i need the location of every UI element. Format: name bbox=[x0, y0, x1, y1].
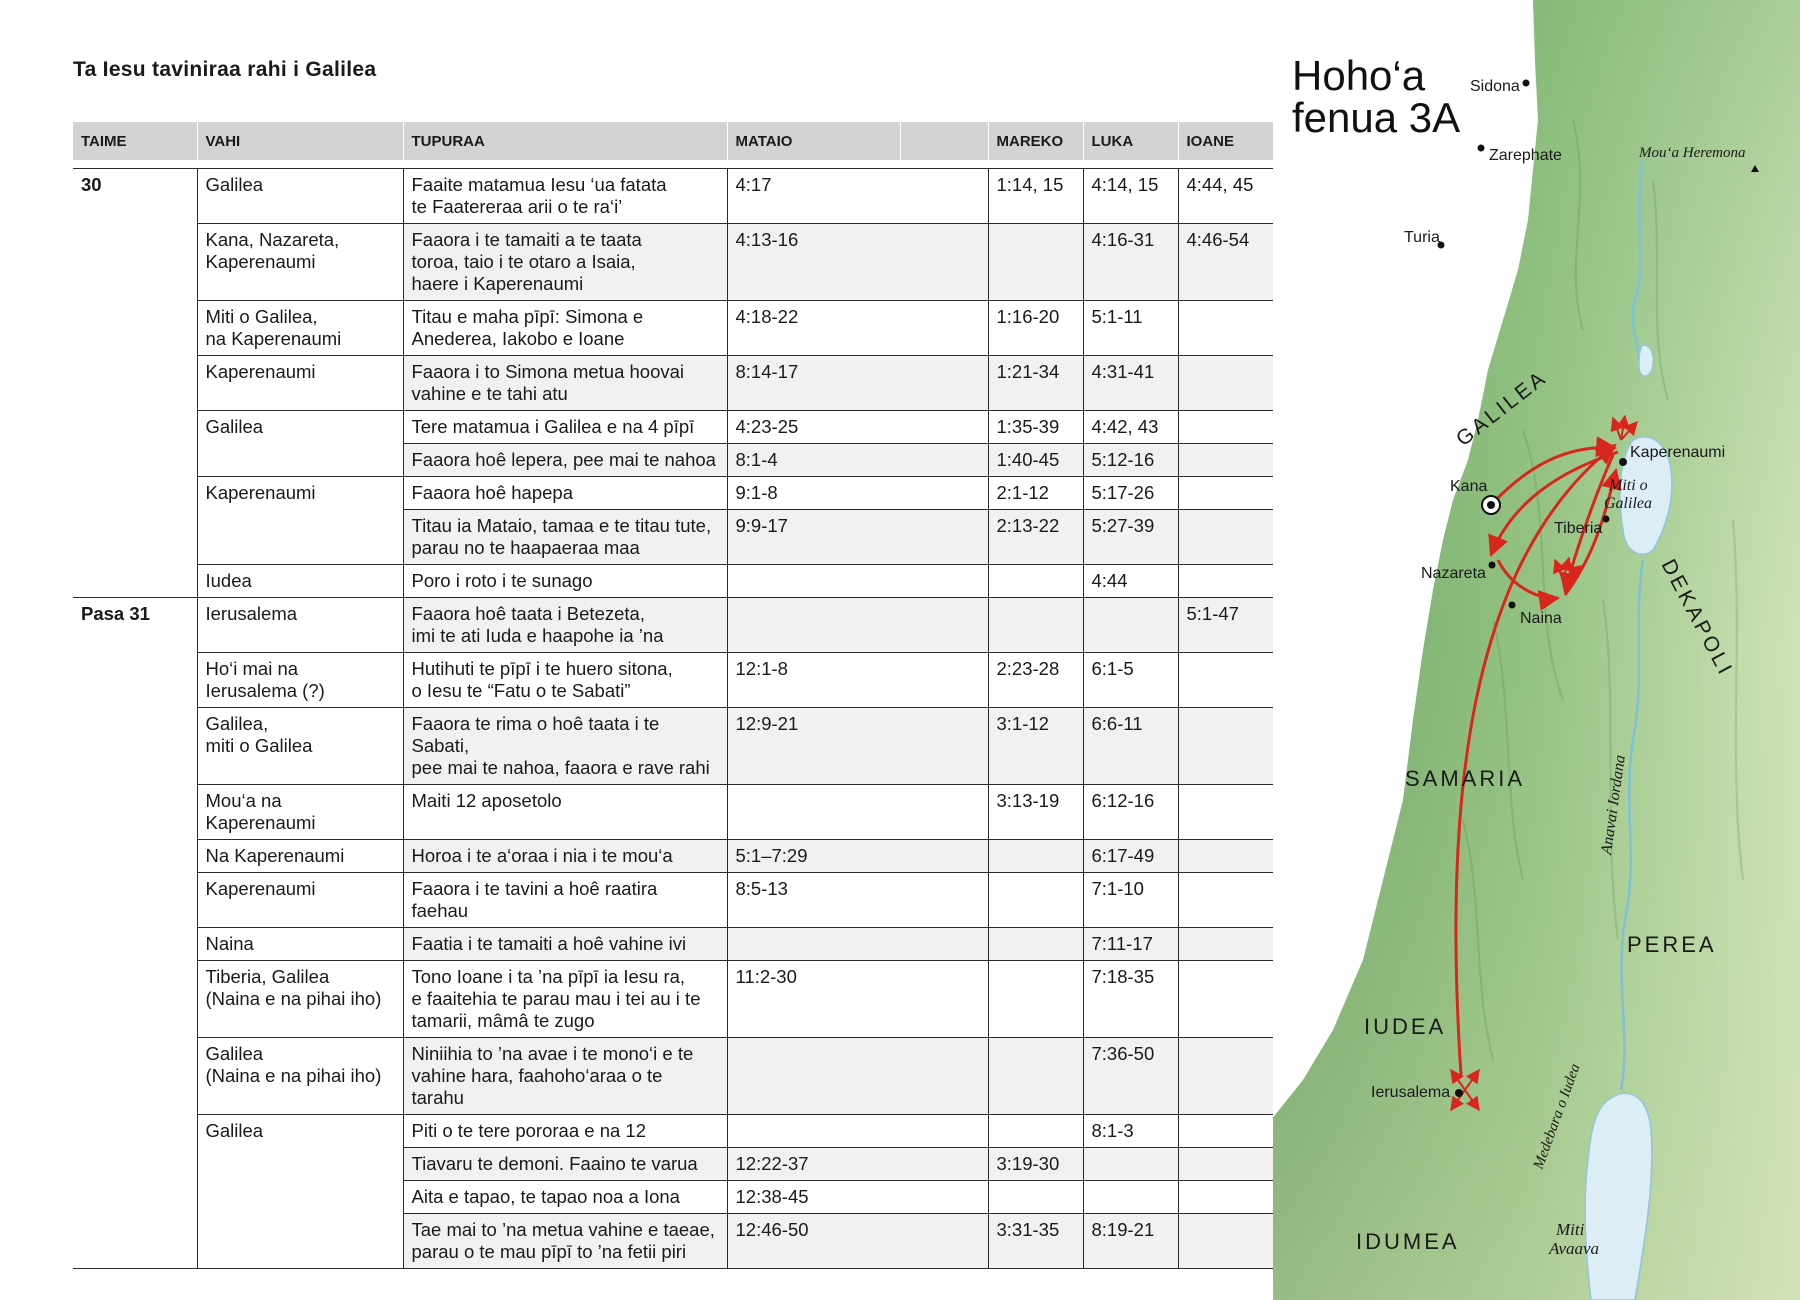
naina-marker bbox=[1509, 602, 1516, 609]
time-cell bbox=[73, 477, 197, 510]
label-perea: PEREA bbox=[1627, 932, 1717, 957]
event-cell: Hutihuti te pīpī i te huero sitona, o Iesu te “Fatu o te Sabati” bbox=[403, 653, 727, 708]
time-cell bbox=[73, 510, 197, 565]
time-cell bbox=[73, 565, 197, 598]
mareko-cell: 3:19-30 bbox=[988, 1148, 1083, 1181]
time-cell bbox=[73, 356, 197, 411]
table-row bbox=[73, 444, 1273, 477]
mataio-cell: 8:1-4 bbox=[727, 444, 900, 477]
time-cell bbox=[73, 224, 197, 301]
time-cell bbox=[73, 840, 197, 873]
spacer-cell bbox=[900, 653, 988, 708]
luka-cell: 7:36-50 bbox=[1083, 1038, 1178, 1115]
event-cell: Titau e maha pīpī: Simona e Anederea, Iakobo e Ioane bbox=[403, 301, 727, 356]
col-luka: LUKA bbox=[1083, 122, 1178, 160]
luka-cell: 7:18-35 bbox=[1083, 961, 1178, 1038]
table-row bbox=[73, 169, 1273, 224]
place-cell: Tiberia, Galilea (Naina e na pihai iho) bbox=[197, 961, 403, 1038]
ioane-cell bbox=[1178, 653, 1273, 708]
label-miti-avaava-2: Avaava bbox=[1549, 1239, 1600, 1258]
table-row bbox=[73, 477, 1273, 510]
mataio-cell bbox=[727, 1038, 900, 1115]
event-cell: Piti o te tere pororaa e na 12 bbox=[403, 1115, 727, 1148]
table-row bbox=[73, 873, 1273, 928]
mareko-cell bbox=[988, 961, 1083, 1038]
spacer-cell bbox=[900, 840, 988, 873]
mareko-cell bbox=[988, 565, 1083, 598]
event-cell: Aita e tapao, te tapao noa a Iona bbox=[403, 1181, 727, 1214]
time-cell bbox=[73, 1038, 197, 1115]
kana-marker bbox=[1482, 496, 1500, 514]
event-cell: Poro i roto i te sunago bbox=[403, 565, 727, 598]
page-title: Ta Iesu taviniraa rahi i Galilea bbox=[73, 58, 377, 81]
place-cell bbox=[197, 1214, 403, 1269]
label-miti-galilea-2: Galilea bbox=[1604, 495, 1652, 512]
ierusalema-marker bbox=[1455, 1089, 1463, 1097]
table-body bbox=[73, 160, 1273, 1269]
place-cell: Kaperenaumi bbox=[197, 477, 403, 510]
zarephate-marker bbox=[1478, 145, 1485, 152]
col-spacer bbox=[900, 122, 988, 160]
event-cell: Faaora hoê taata i Betezeta, imi te ati Iuda e haapohe ia ’na bbox=[403, 598, 727, 653]
mareko-cell: 1:21-34 bbox=[988, 356, 1083, 411]
mareko-cell bbox=[988, 1181, 1083, 1214]
luka-cell: 8:19-21 bbox=[1083, 1214, 1178, 1269]
label-naina: Naina bbox=[1520, 610, 1562, 627]
spacer-cell bbox=[900, 873, 988, 928]
table-header bbox=[73, 122, 1273, 160]
event-cell: Faaite matamua Iesu ‘ua fatata te Faatereraa arii o te ra‘i’ bbox=[403, 169, 727, 224]
event-cell: Niniihia to ’na avae i te mono‘i e te vahine hara, faahoho‘araa o te tarahu bbox=[403, 1038, 727, 1115]
luka-cell bbox=[1083, 598, 1178, 653]
event-cell: Horoa i te a‘oraa i nia i te mou‘a bbox=[403, 840, 727, 873]
mataio-cell: 11:2-30 bbox=[727, 961, 900, 1038]
label-heremona: Mou‘a Heremona bbox=[1639, 145, 1746, 161]
event-cell: Tere matamua i Galilea e na 4 pīpī bbox=[403, 411, 727, 444]
ioane-cell bbox=[1178, 411, 1273, 444]
ioane-cell bbox=[1178, 1214, 1273, 1269]
time-cell bbox=[73, 301, 197, 356]
label-galilea: GALILEA bbox=[1451, 365, 1552, 451]
mareko-cell bbox=[988, 598, 1083, 653]
mareko-cell: 1:35-39 bbox=[988, 411, 1083, 444]
label-sidona: Sidona bbox=[1470, 78, 1520, 95]
place-cell: Galilea bbox=[197, 1115, 403, 1148]
mataio-cell: 12:46-50 bbox=[727, 1214, 900, 1269]
mareko-cell bbox=[988, 928, 1083, 961]
ioane-cell bbox=[1178, 1038, 1273, 1115]
time-cell bbox=[73, 444, 197, 477]
mataio-cell: 9:1-8 bbox=[727, 477, 900, 510]
event-cell: Faaora i to Simona metua hoovai vahine e te tahi atu bbox=[403, 356, 727, 411]
map-title-line2: fenua 3A bbox=[1292, 94, 1461, 141]
ioane-cell: 4:44, 45 bbox=[1178, 169, 1273, 224]
place-cell: Ierusalema bbox=[197, 598, 403, 653]
nazareta-marker bbox=[1489, 562, 1496, 569]
place-cell bbox=[197, 1148, 403, 1181]
spacer-cell bbox=[900, 1038, 988, 1115]
event-cell: Faaora hoê lepera, pee mai te nahoa bbox=[403, 444, 727, 477]
luka-cell: 6:6-11 bbox=[1083, 708, 1178, 785]
lake-hula bbox=[1639, 345, 1653, 376]
ioane-cell bbox=[1178, 1115, 1273, 1148]
time-cell: 30 bbox=[73, 169, 197, 224]
ioane-cell bbox=[1178, 928, 1273, 961]
table-row bbox=[73, 1038, 1273, 1115]
col-mataio: MATAIO bbox=[727, 122, 900, 160]
spacer-cell bbox=[900, 1181, 988, 1214]
mataio-cell: 12:1-8 bbox=[727, 653, 900, 708]
table-row bbox=[73, 224, 1273, 301]
ioane-cell bbox=[1178, 1181, 1273, 1214]
mareko-cell: 2:13-22 bbox=[988, 510, 1083, 565]
label-ierusalema: Ierusalema bbox=[1371, 1084, 1451, 1101]
event-cell: Maiti 12 aposetolo bbox=[403, 785, 727, 840]
luka-cell bbox=[1083, 1148, 1178, 1181]
place-cell: Kana, Nazareta, Kaperenaumi bbox=[197, 224, 403, 301]
time-cell bbox=[73, 873, 197, 928]
table-row bbox=[73, 653, 1273, 708]
mareko-cell bbox=[988, 1115, 1083, 1148]
mataio-cell: 12:9-21 bbox=[727, 708, 900, 785]
table-row bbox=[73, 356, 1273, 411]
ioane-cell bbox=[1178, 1148, 1273, 1181]
time-cell bbox=[73, 785, 197, 840]
table-row bbox=[73, 1214, 1273, 1269]
mataio-cell: 12:38-45 bbox=[727, 1181, 900, 1214]
kaperenaumi-marker bbox=[1619, 458, 1627, 466]
event-cell: Tono Ioane i ta ’na pīpī ia Iesu ra, e faaitehia te parau mau i tei au i te tamarii, mâmâ te zugo bbox=[403, 961, 727, 1038]
mataio-cell bbox=[727, 928, 900, 961]
mataio-cell: 5:1–7:29 bbox=[727, 840, 900, 873]
time-cell bbox=[73, 961, 197, 1038]
table-row bbox=[73, 961, 1273, 1038]
mataio-cell: 4:17 bbox=[727, 169, 900, 224]
table-row bbox=[73, 708, 1273, 785]
mataio-cell bbox=[727, 785, 900, 840]
place-cell: Kaperenaumi bbox=[197, 873, 403, 928]
time-cell bbox=[73, 1115, 197, 1148]
events-table bbox=[73, 122, 1273, 1269]
time-cell bbox=[73, 1214, 197, 1269]
event-cell: Faaora te rima o hoê taata i te Sabati, pee mai te nahoa, faaora e rave rahi bbox=[403, 708, 727, 785]
luka-cell: 7:1-10 bbox=[1083, 873, 1178, 928]
spacer-cell bbox=[900, 785, 988, 840]
luka-cell: 5:12-16 bbox=[1083, 444, 1178, 477]
spacer-cell bbox=[900, 565, 988, 598]
luka-cell: 4:42, 43 bbox=[1083, 411, 1178, 444]
mataio-cell: 8:14-17 bbox=[727, 356, 900, 411]
spacer-cell bbox=[900, 1148, 988, 1181]
table-row bbox=[73, 1115, 1273, 1148]
table-row bbox=[73, 928, 1273, 961]
mataio-cell: 4:23-25 bbox=[727, 411, 900, 444]
ioane-cell bbox=[1178, 708, 1273, 785]
label-miti-galilea-1: Miti o bbox=[1609, 477, 1648, 494]
table-row bbox=[73, 598, 1273, 653]
spacer-cell bbox=[900, 708, 988, 785]
spacer-cell bbox=[900, 444, 988, 477]
ioane-cell: 4:46-54 bbox=[1178, 224, 1273, 301]
ioane-cell bbox=[1178, 840, 1273, 873]
tiberia-marker bbox=[1603, 516, 1610, 523]
ioane-cell bbox=[1178, 444, 1273, 477]
label-dekapoli: DEKAPOLI bbox=[1656, 555, 1738, 681]
label-miti-avaava-1: Miti bbox=[1556, 1220, 1585, 1239]
label-idumea: IDUMEA bbox=[1356, 1229, 1460, 1254]
place-cell: Galilea, miti o Galilea bbox=[197, 708, 403, 785]
ioane-cell bbox=[1178, 510, 1273, 565]
table-row bbox=[73, 840, 1273, 873]
place-cell bbox=[197, 1181, 403, 1214]
place-cell: Iudea bbox=[197, 565, 403, 598]
ioane-cell: 5:1-47 bbox=[1178, 598, 1273, 653]
place-cell: Ho‘i mai na Ierusalema (?) bbox=[197, 653, 403, 708]
place-cell: Galilea bbox=[197, 411, 403, 444]
spacer-cell bbox=[900, 510, 988, 565]
mareko-cell bbox=[988, 873, 1083, 928]
luka-cell: 7:11-17 bbox=[1083, 928, 1178, 961]
mataio-cell: 12:22-37 bbox=[727, 1148, 900, 1181]
spacer-cell bbox=[900, 1214, 988, 1269]
col-mareko: MAREKO bbox=[988, 122, 1083, 160]
place-cell: Naina bbox=[197, 928, 403, 961]
table-row bbox=[73, 411, 1273, 444]
time-cell bbox=[73, 1181, 197, 1214]
luka-cell: 4:16-31 bbox=[1083, 224, 1178, 301]
event-cell: Faaora i te tamaiti a te taata toroa, taio i te otaro a Isaia, haere i Kaperenaumi bbox=[403, 224, 727, 301]
map-title-line1: Hoho‘a bbox=[1292, 52, 1426, 99]
mareko-cell: 1:14, 15 bbox=[988, 169, 1083, 224]
label-iudea: IUDEA bbox=[1364, 1014, 1447, 1039]
spacer-cell bbox=[900, 301, 988, 356]
table-row bbox=[73, 565, 1273, 598]
luka-cell: 4:14, 15 bbox=[1083, 169, 1178, 224]
spacer-cell bbox=[900, 411, 988, 444]
label-kana: Kana bbox=[1450, 478, 1488, 495]
place-cell: Galilea (Naina e na pihai iho) bbox=[197, 1038, 403, 1115]
table-row bbox=[73, 301, 1273, 356]
time-cell bbox=[73, 653, 197, 708]
col-vahi: VAHI bbox=[197, 122, 403, 160]
place-cell: Miti o Galilea, na Kaperenaumi bbox=[197, 301, 403, 356]
mataio-cell bbox=[727, 565, 900, 598]
place-cell: Kaperenaumi bbox=[197, 356, 403, 411]
event-cell: Titau ia Mataio, tamaa e te titau tute, parau no te haapaeraa maa bbox=[403, 510, 727, 565]
mataio-cell: 9:9-17 bbox=[727, 510, 900, 565]
luka-cell: 4:44 bbox=[1083, 565, 1178, 598]
label-samaria: SAMARIA bbox=[1405, 766, 1526, 791]
ioane-cell bbox=[1178, 477, 1273, 510]
luka-cell: 8:1-3 bbox=[1083, 1115, 1178, 1148]
event-cell: Tae mai to ’na metua vahine e taeae, parau o te mau pīpī to ’na fetii piri bbox=[403, 1214, 727, 1269]
ioane-cell bbox=[1178, 961, 1273, 1038]
luka-cell: 5:17-26 bbox=[1083, 477, 1178, 510]
spacer-cell bbox=[900, 356, 988, 411]
spacer-cell bbox=[900, 928, 988, 961]
luka-cell: 5:1-11 bbox=[1083, 301, 1178, 356]
mataio-cell bbox=[727, 598, 900, 653]
event-cell: Tiavaru te demoni. Faaino te varua bbox=[403, 1148, 727, 1181]
label-medebara: Medebara o Iudea bbox=[1530, 1061, 1584, 1172]
table-row bbox=[73, 1148, 1273, 1181]
mareko-cell: 3:1-12 bbox=[988, 708, 1083, 785]
time-cell bbox=[73, 708, 197, 785]
place-cell bbox=[197, 444, 403, 477]
time-cell bbox=[73, 1148, 197, 1181]
time-cell bbox=[73, 411, 197, 444]
mareko-cell: 2:1-12 bbox=[988, 477, 1083, 510]
time-cell: Pasa 31 bbox=[73, 598, 197, 653]
mareko-cell bbox=[988, 1038, 1083, 1115]
table-row bbox=[73, 785, 1273, 840]
mareko-cell: 1:16-20 bbox=[988, 301, 1083, 356]
label-kaperenaumi: Kaperenaumi bbox=[1630, 444, 1726, 461]
place-cell: Na Kaperenaumi bbox=[197, 840, 403, 873]
mareko-cell: 1:40-45 bbox=[988, 444, 1083, 477]
mareko-cell: 3:31-35 bbox=[988, 1214, 1083, 1269]
spacer-cell bbox=[900, 598, 988, 653]
label-turia: Turia bbox=[1404, 229, 1440, 246]
event-cell: Faaora i te tavini a hoê raatira faehau bbox=[403, 873, 727, 928]
table-row bbox=[73, 1181, 1273, 1214]
label-iordana: Anavai Iordana bbox=[1598, 753, 1629, 856]
mataio-cell: 8:5-13 bbox=[727, 873, 900, 928]
col-taime: TAIME bbox=[73, 122, 197, 160]
spacer-cell bbox=[900, 961, 988, 1038]
mareko-cell: 3:13-19 bbox=[988, 785, 1083, 840]
luka-cell bbox=[1083, 1181, 1178, 1214]
table-row bbox=[73, 510, 1273, 565]
luka-cell: 5:27-39 bbox=[1083, 510, 1178, 565]
spacer-cell bbox=[900, 224, 988, 301]
ioane-cell bbox=[1178, 785, 1273, 840]
ioane-cell bbox=[1178, 873, 1273, 928]
place-cell bbox=[197, 510, 403, 565]
ioane-cell bbox=[1178, 565, 1273, 598]
spacer-cell bbox=[900, 477, 988, 510]
label-tiberia: Tiberia bbox=[1554, 520, 1603, 537]
ioane-cell bbox=[1178, 356, 1273, 411]
ioane-cell bbox=[1178, 301, 1273, 356]
label-nazareta: Nazareta bbox=[1421, 565, 1486, 582]
label-zarephate: Zarephate bbox=[1489, 147, 1562, 164]
event-cell: Faatia i te tamaiti a hoê vahine ivi bbox=[403, 928, 727, 961]
luka-cell: 6:17-49 bbox=[1083, 840, 1178, 873]
col-ioane: IOANE bbox=[1178, 122, 1273, 160]
event-cell: Faaora hoê hapepa bbox=[403, 477, 727, 510]
table-spacer-row bbox=[73, 160, 1273, 169]
time-cell bbox=[73, 928, 197, 961]
mataio-cell: 4:13-16 bbox=[727, 224, 900, 301]
mareko-cell bbox=[988, 840, 1083, 873]
luka-cell: 4:31-41 bbox=[1083, 356, 1178, 411]
mareko-cell bbox=[988, 224, 1083, 301]
map bbox=[1273, 0, 1800, 1300]
spacer-cell bbox=[900, 169, 988, 224]
mareko-cell: 2:23-28 bbox=[988, 653, 1083, 708]
sidona-marker bbox=[1523, 80, 1530, 87]
luka-cell: 6:12-16 bbox=[1083, 785, 1178, 840]
place-cell: Mou‘a na Kaperenaumi bbox=[197, 785, 403, 840]
mataio-cell: 4:18-22 bbox=[727, 301, 900, 356]
mataio-cell bbox=[727, 1115, 900, 1148]
col-tupuraa: TUPURAA bbox=[403, 122, 727, 160]
luka-cell: 6:1-5 bbox=[1083, 653, 1178, 708]
place-cell: Galilea bbox=[197, 169, 403, 224]
spacer-cell bbox=[900, 1115, 988, 1148]
